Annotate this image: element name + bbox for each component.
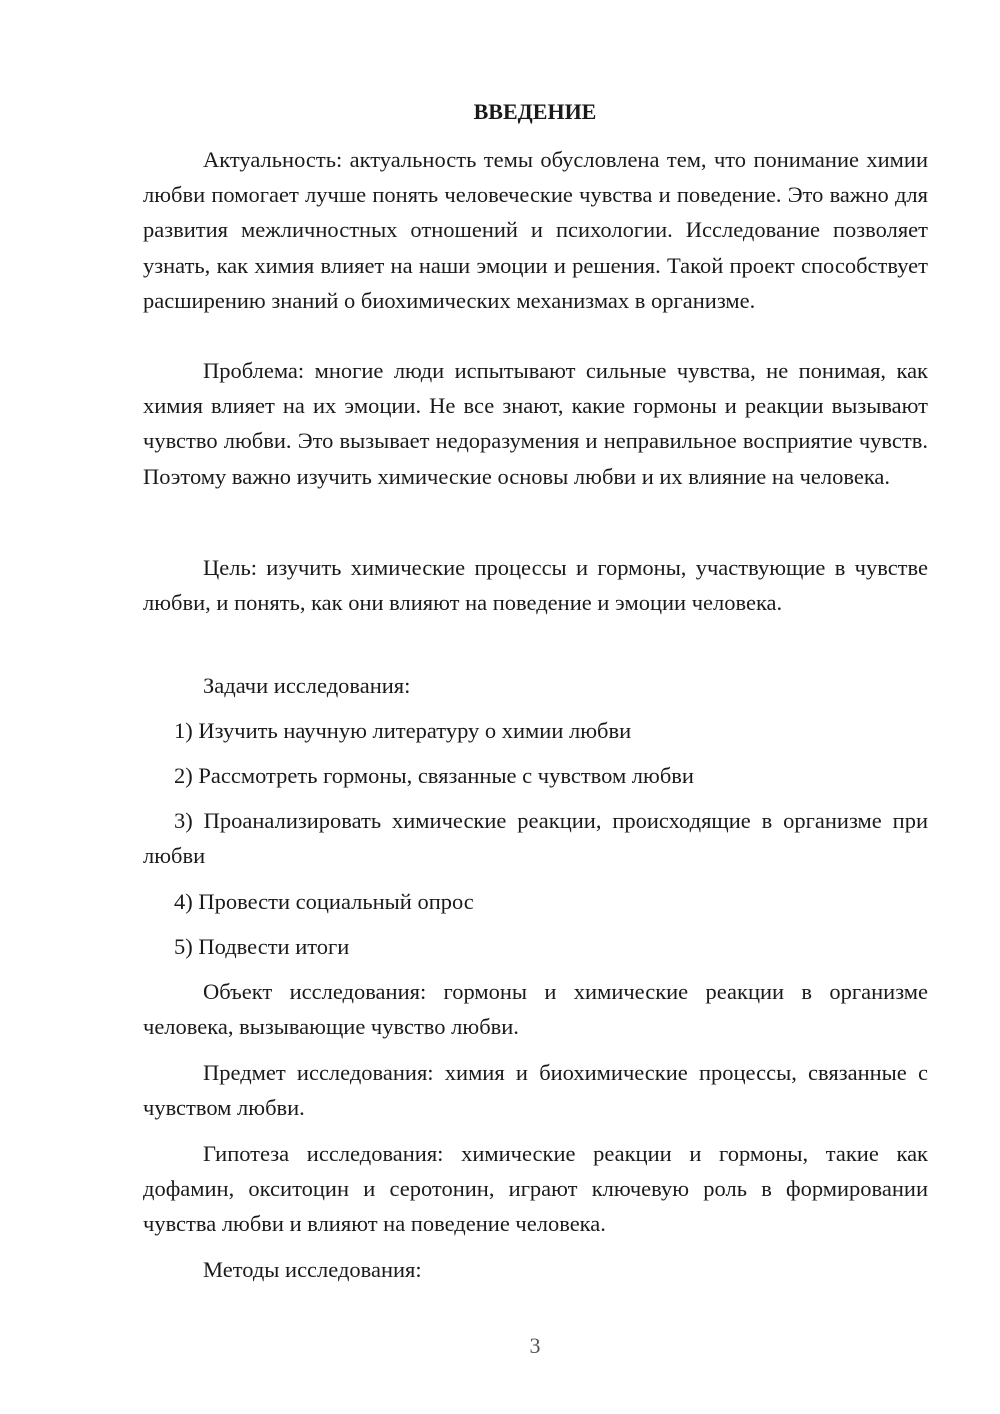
task-item-4: 4) Провести социальный опрос xyxy=(174,889,474,914)
paragraph-hypothesis: Гипотеза исследования: химические реакции и гормоны, такие как дофамин, окситоцин и серотонин, играют ключевую роль в формировании чувства любви и влияют на поведение человека. xyxy=(143,1141,928,1237)
task-item-1: 1) Изучить научную литературу о химии любви xyxy=(174,718,632,743)
task-item-3: 3) Проанализировать химические реакции, происходящие в организме при любви xyxy=(143,808,928,869)
task-item-2: 2) Рассмотреть гормоны, связанные с чувством любви xyxy=(174,763,694,788)
page-number: 3 xyxy=(529,1333,541,1358)
paragraph-problem: Проблема: многие люди испытывают сильные чувства, не понимая, как химия влияет на их эмоции. Не все знают, какие гормоны и реакции вызывают чувство любви. Это вызывает недоразумения и неправильное восприятие чувств. Поэтому важно изучить химические основы любви и их влияние на человека. xyxy=(143,358,928,489)
paragraph-goal: Цель: изучить химические процессы и гормоны, участвующие в чувстве любви, и понять, как они влияют на поведение и эмоции человека. xyxy=(143,555,928,616)
paragraph-object: Объект исследования: гормоны и химические реакции в организме человека, вызывающие чувство любви. xyxy=(143,979,928,1040)
paragraph-subject: Предмет исследования: химия и биохимические процессы, связанные с чувством любви. xyxy=(143,1060,928,1121)
task-item-5: 5) Подвести итоги xyxy=(174,934,350,959)
tasks-heading: Задачи исследования: xyxy=(203,673,411,698)
methods-heading: Методы исследования: xyxy=(203,1257,422,1282)
page-title: ВВЕДЕНИЕ xyxy=(473,99,597,124)
paragraph-relevance: Актуальность: актуальность темы обусловлена тем, что понимание химии любви помогает лучше понять человеческие чувства и поведение. Это важно для развития межличностных отношений и психологии. Исследование позволяет узнать, как химия влияет на наши эмоции и решения. Такой проект способствует расширению знаний о биохимических механизмах в организме. xyxy=(143,147,928,313)
